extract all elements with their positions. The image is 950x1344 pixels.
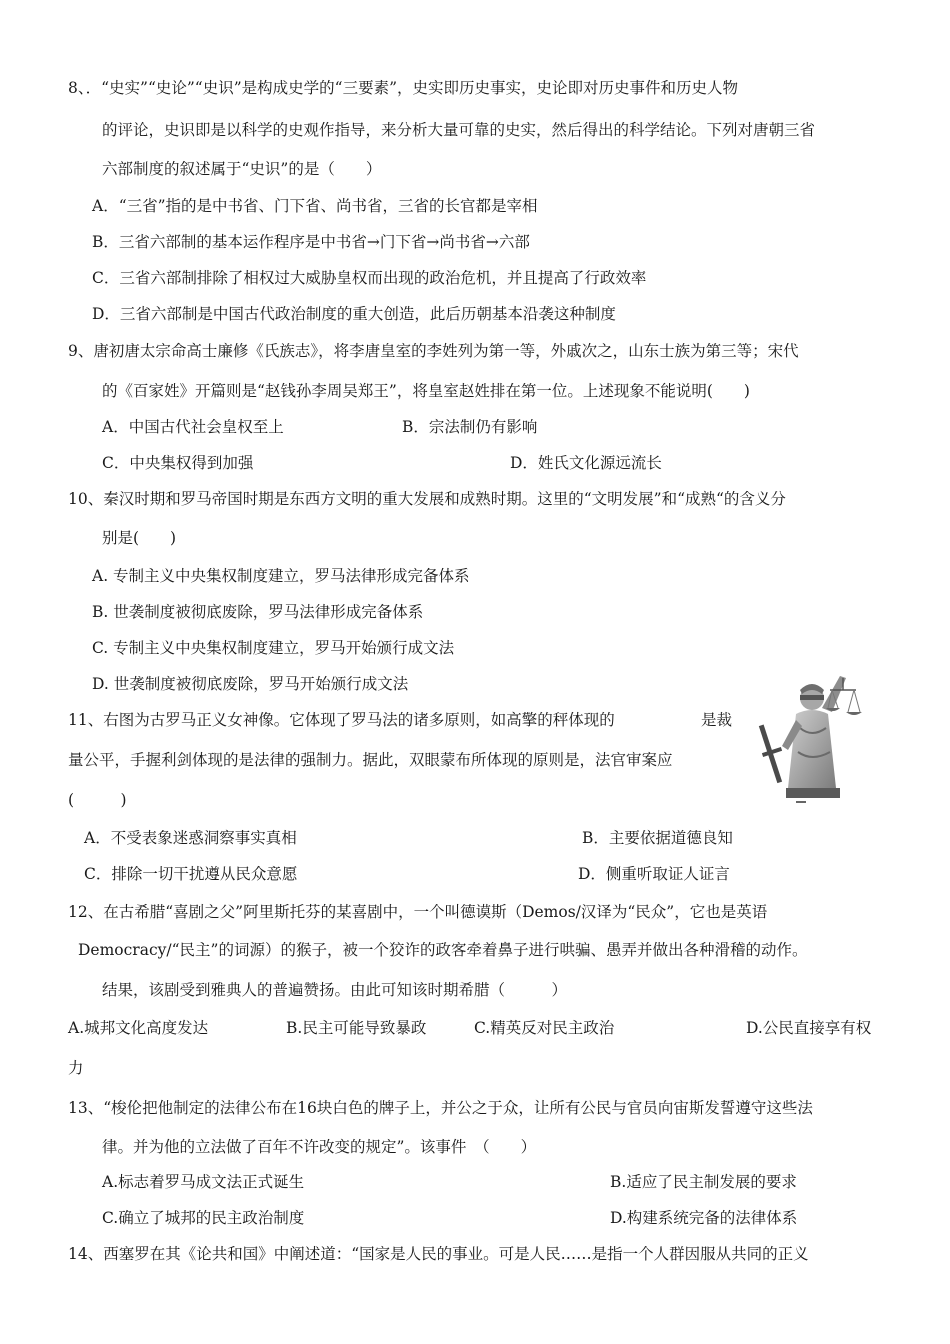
q9-option-d: D．姓氏文化源远流长 <box>510 454 662 472</box>
q12-stem-line1: 12、在古希腊“喜剧之父”阿里斯托芬的某喜剧中，一个叫德谟斯（Demos/汉译为“民众”，它也是英语 <box>68 903 768 921</box>
q10-option-c: C. 专制主义中央集权制度建立，罗马开始颁行成文法 <box>92 639 455 657</box>
q13-stem-line2: 律。并为他的立法做了百年不许改变的规定”。该事件 （ ） <box>102 1138 537 1156</box>
q9-option-a: A．中国古代社会皇权至上 <box>102 418 284 436</box>
q11-stem-line3: ( ) <box>68 791 127 809</box>
q12-stem-line2: Democracy/“民主”的词源）的猴子，被一个狡诈的政客牵着鼻子进行哄骗、愚弄并做出各种滑稽的动作。 <box>78 941 808 959</box>
q12-option-d-continued: 力 <box>68 1059 84 1077</box>
q11-option-d: D．侧重听取证人证言 <box>578 865 730 883</box>
q8-option-c: C．三省六部制排除了相权过大威胁皇权而出现的政治危机，并且提高了行政效率 <box>92 269 647 287</box>
q10-stem-line1: 10、秦汉时期和罗马帝国时期是东西方文明的重大发展和成熟时期。这里的“文明发展”和“成熟“的含义分 <box>68 490 786 508</box>
q11-option-a: A．不受表象迷惑洞察事实真相 <box>84 829 297 847</box>
q13-stem-line1: 13、“梭伦把他制定的法律公布在16块白色的牌子上，并公之于众，让所有公民与官员向宙斯发誓遵守这些法 <box>68 1099 813 1117</box>
q13-option-d: D.构建系统完备的法律体系 <box>610 1209 798 1227</box>
q8-option-b: B．三省六部制的基本运作程序是中书省→门下省→尚书省→六部 <box>92 233 530 251</box>
justice-statue-image <box>752 668 888 804</box>
q8-stem-line1: 8、．“史实”“史论”“史识”是构成史学的“三要素”，史实即历史事实，史论即对历史事件和历史人物 <box>68 79 739 97</box>
q9-stem-line2: 的《百家姓》开篇则是“赵钱孙李周吴郑王”，将皇室赵姓排在第一位。上述现象不能说明( ) <box>102 382 750 400</box>
q12-stem-line3: 结果，该剧受到雅典人的普遍赞扬。由此可知该时期希腊（ ） <box>102 981 568 999</box>
q12-option-a: A.城邦文化高度发达 <box>68 1019 209 1037</box>
q11-option-c: C．排除一切干扰遵从民众意愿 <box>84 865 298 883</box>
q11-stem-line2: 量公平，手握利剑体现的是法律的强制力。据此，双眼蒙布所体现的原则是，法官审案应 <box>68 751 673 769</box>
q12-option-c: C.精英反对民主政治 <box>474 1019 615 1037</box>
q14-stem-line1: 14、西塞罗在其《论共和国》中阐述道：“国家是人民的事业。可是人民……是指一个人群因服从共同的正义 <box>68 1245 809 1263</box>
q10-option-d: D. 世袭制度被彻底废除，罗马开始颁行成文法 <box>92 675 409 693</box>
q8-stem-line2: 的评论，史识即是以科学的史观作指导，来分析大量可靠的史实，然后得出的科学结论。下列对唐朝三省 <box>102 121 816 139</box>
q11-option-b: B．主要依据道德良知 <box>582 829 733 847</box>
q10-stem-line2: 别是( ) <box>102 529 177 547</box>
q13-option-b: B.适应了民主制发展的要求 <box>610 1173 797 1191</box>
q13-option-a: A.标志着罗马成文法正式诞生 <box>102 1173 305 1191</box>
q8-stem-line3: 六部制度的叙述属于“史识”的是（ ） <box>102 160 382 178</box>
q10-option-b: B. 世袭制度被彻底废除，罗马法律形成完备体系 <box>92 603 424 621</box>
q13-option-c: C.确立了城邦的民主政治制度 <box>102 1209 305 1227</box>
q12-option-d: D.公民直接享有权 <box>746 1019 872 1037</box>
q9-option-b: B．宗法制仍有影响 <box>402 418 538 436</box>
q8-option-a: A．“三省”指的是中书省、门下省、尚书省，三省的长官都是宰相 <box>92 197 538 215</box>
q11-stem-line1-end: 是裁 <box>701 711 733 729</box>
q8-option-d: D．三省六部制是中国古代政治制度的重大创造，此后历朝基本沿袭这种制度 <box>92 305 616 323</box>
q11-stem-line1: 11、右图为古罗马正义女神像。它体现了罗马法的诸多原则，如高擎的秤体现的 <box>68 711 615 729</box>
q9-option-c: C．中央集权得到加强 <box>102 454 254 472</box>
q12-option-b: B.民主可能导致暴政 <box>286 1019 427 1037</box>
q10-option-a: A. 专制主义中央集权制度建立，罗马法律形成完备体系 <box>92 567 470 585</box>
q9-stem-line1: 9、唐初唐太宗命高士廉修《氏族志》，将李唐皇室的李姓列为第一等，外戚次之，山东士族为第三等；宋代 <box>68 342 799 360</box>
